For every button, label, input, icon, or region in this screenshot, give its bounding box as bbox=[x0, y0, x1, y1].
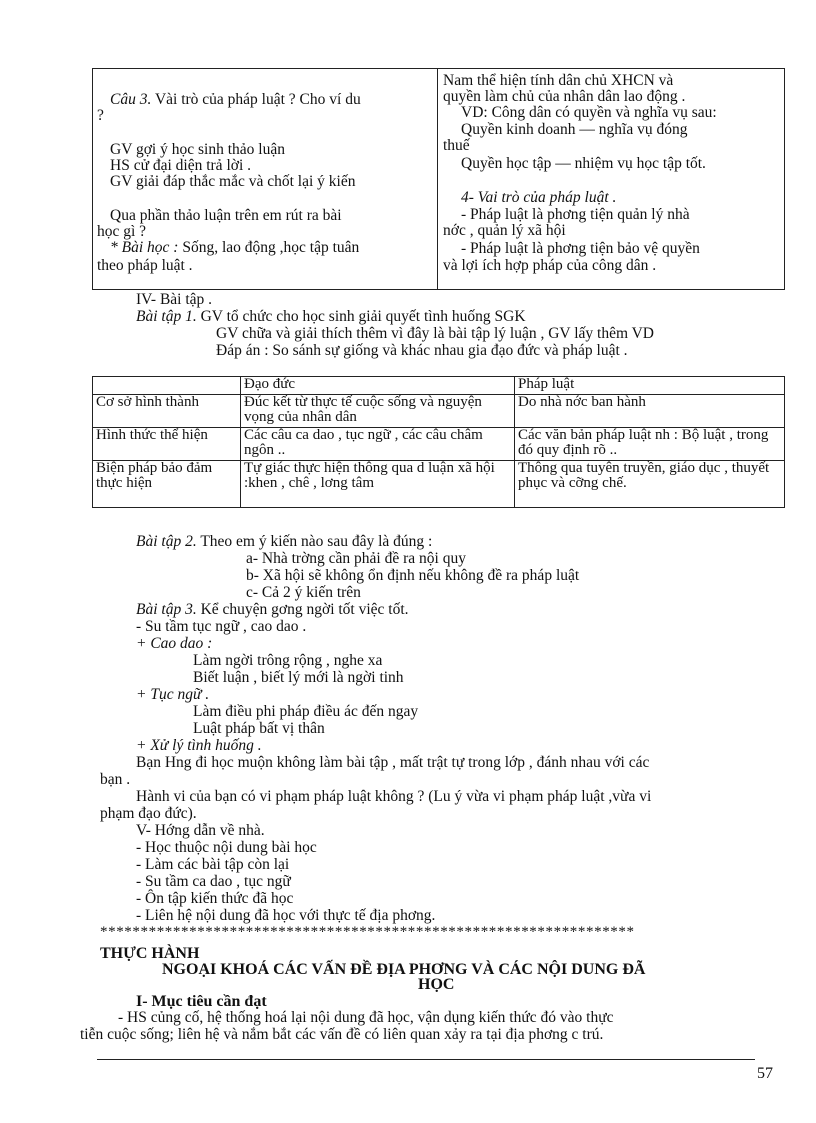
table-header-cell: Đạo đức bbox=[241, 377, 515, 395]
exercise-1: Bài tập 1. GV tổ chức cho học sinh giải quyết tình huống SGK bbox=[136, 308, 526, 325]
situation-line-1: Bạn Hng đi học muộn không làm bài tập , mất trật tự trong lớp , đánh nhau với các bbox=[136, 754, 650, 771]
exercise-1-line-2: GV chữa và giải thích thêm vì đây là bài tập lý luận , GV lấy thêm VD bbox=[216, 325, 655, 342]
comparison-table bbox=[92, 376, 785, 508]
teacher-note-1: GV gợi ý học sinh thảo luận bbox=[110, 141, 285, 158]
discussion-question-cont: học gì ? bbox=[97, 223, 147, 240]
cao-dao-line-1: Làm ngời trông rộng , nghe xa bbox=[193, 652, 383, 669]
goal-line-1: - HS củng cố, hệ thống hoá lại nội dung đã học, vận dụng kiến thức đó vào thực bbox=[118, 1009, 614, 1026]
exercise-1-line-3: Đáp án : So sánh sự giống và khác nhau gia đạo đức và pháp luật . bbox=[216, 342, 628, 359]
table-cell: Các văn bản pháp luật nh : Bộ luật , trong đó quy định rõ .. bbox=[515, 428, 785, 461]
right-line-5: thuế bbox=[443, 137, 470, 154]
table-cell: Do nhà nớc ban hành bbox=[515, 395, 785, 428]
role-bullet-1-cont: nớc , quản lý xã hội bbox=[443, 222, 566, 239]
footer-rule bbox=[97, 1059, 755, 1060]
right-line-6: Quyền học tập — nhiệm vụ học tập tốt. bbox=[461, 155, 706, 172]
page-number: 57 bbox=[757, 1065, 773, 1082]
situation-line-4: phạm đạo đức). bbox=[100, 805, 197, 822]
section-v-heading: V- Hớng dẫn về nhà. bbox=[136, 822, 265, 839]
role-bullet-2-cont: và lợi ích hợp pháp của công dân . bbox=[443, 257, 657, 274]
homework-item: - Su tầm ca dao , tục ngữ bbox=[136, 873, 291, 890]
homework-item: - Làm các bài tập còn lại bbox=[136, 856, 290, 873]
goal-heading: I- Mục tiêu cần đạt bbox=[136, 993, 267, 1010]
lesson-summary: * Bài học : Sống, lao động ,học tập tuân bbox=[110, 239, 360, 256]
table-header-row bbox=[93, 377, 785, 395]
table-row bbox=[93, 461, 785, 508]
practice-subtitle-cont: HỌC bbox=[418, 976, 455, 993]
discussion-question: Qua phần thảo luận trên em rút ra bài bbox=[110, 207, 342, 224]
section-iv-heading: IV- Bài tập . bbox=[136, 291, 213, 308]
table-cell: Biện pháp bảo đảm thực hiện bbox=[93, 461, 241, 508]
homework-item: - Liên hệ nội dung đã học với thực tế địa phơng. bbox=[136, 907, 436, 924]
right-line-1: Nam thể hiện tính dân chủ XHCN và bbox=[443, 72, 674, 89]
star-divider: ****************************************************************** bbox=[100, 924, 635, 940]
question-3: Câu 3. Vài trò của pháp luật ? Cho ví du bbox=[110, 91, 361, 108]
role-bullet-1: - Pháp luật là phơng tiện quản lý nhà bbox=[461, 206, 690, 223]
option-a: a- Nhà trờng cần phải đề ra nội quy bbox=[246, 550, 466, 567]
table-cell: Thông qua tuyên truyền, giáo dục , thuyết phục và cỡng chế. bbox=[515, 461, 785, 508]
table-cell: Đúc kết từ thực tế cuộc sống và nguyện vọng của nhân dân bbox=[241, 395, 515, 428]
role-bullet-2: - Pháp luật là phơng tiện bảo vệ quyền bbox=[461, 240, 700, 257]
table-header-cell: Pháp luật bbox=[515, 377, 785, 395]
table-row bbox=[93, 395, 785, 428]
table-cell: Cơ sở hình thành bbox=[93, 395, 241, 428]
practice-title: THỰC HÀNH bbox=[100, 945, 200, 962]
table-cell: Các câu ca dao , tục ngữ , các câu châm ngôn .. bbox=[241, 428, 515, 461]
lesson-summary-cont: theo pháp luật . bbox=[97, 257, 193, 274]
table-cell: Tự giác thực hiện thông qua d luận xã hội :khen , chê , lơng tâm bbox=[241, 461, 515, 508]
option-c: c- Cả 2 ý kiến trên bbox=[246, 584, 361, 601]
student-note: HS cử đại diện trả lời . bbox=[110, 157, 251, 174]
table-cell: Hình thức thể hiện bbox=[93, 428, 241, 461]
exercise-2: Bài tập 2. Theo em ý kiến nào sau đây là đúng : bbox=[136, 533, 433, 550]
practice-subtitle: NGOẠI KHOÁ CÁC VẤN ĐỀ ĐỊA PHƠNG VÀ CÁC NỘI DUNG ĐÃ bbox=[162, 961, 646, 978]
homework-item: - Ôn tập kiến thức đã học bbox=[136, 890, 294, 907]
tuc-ngu-label: + Tục ngữ . bbox=[136, 686, 210, 703]
role-heading: 4- Vai trò của pháp luật . bbox=[461, 189, 617, 206]
tuc-ngu-line-1: Làm điều phi pháp điều ác đến ngay bbox=[193, 703, 419, 720]
tuc-ngu-line-2: Luật pháp bất vị thân bbox=[193, 720, 325, 737]
question-3-cont: ? bbox=[97, 107, 104, 124]
cao-dao-line-2: Biết luận , biết lý mới là ngời tinh bbox=[193, 669, 404, 686]
goal-line-2: tiễn cuộc sống; liên hệ và nắm bắt các vấn đề có liên quan xảy ra tại địa phơng c trú. bbox=[80, 1026, 604, 1043]
table-row bbox=[93, 428, 785, 461]
teacher-note-2: GV giải đáp thắc mắc và chốt lại ý kiến bbox=[110, 173, 356, 190]
right-line-3: VD: Công dân có quyền và nghĩa vụ sau: bbox=[461, 104, 717, 121]
table-header-cell bbox=[93, 377, 241, 395]
situation-label: + Xử lý tình huống . bbox=[136, 737, 262, 754]
situation-line-2: bạn . bbox=[100, 771, 131, 788]
homework-item: - Học thuộc nội dung bài học bbox=[136, 839, 317, 856]
option-b: b- Xã hội sẽ không ổn định nếu không đề ra pháp luật bbox=[246, 567, 580, 584]
cao-dao-label: + Cao dao : bbox=[136, 635, 213, 652]
right-line-2: quyền làm chủ của nhân dân lao động . bbox=[443, 88, 686, 105]
exercise-3: Bài tập 3. Kể chuyện gơng ngời tốt việc tốt. bbox=[136, 601, 409, 618]
collect-proverbs: - Su tầm tục ngữ , cao dao . bbox=[136, 618, 307, 635]
right-line-4: Quyền kinh doanh — nghĩa vụ đóng bbox=[461, 121, 688, 138]
situation-line-3: Hành vi của bạn có vi phạm pháp luật không ? (Lu ý vừa vi phạm pháp luật ,vừa vi bbox=[136, 788, 652, 805]
